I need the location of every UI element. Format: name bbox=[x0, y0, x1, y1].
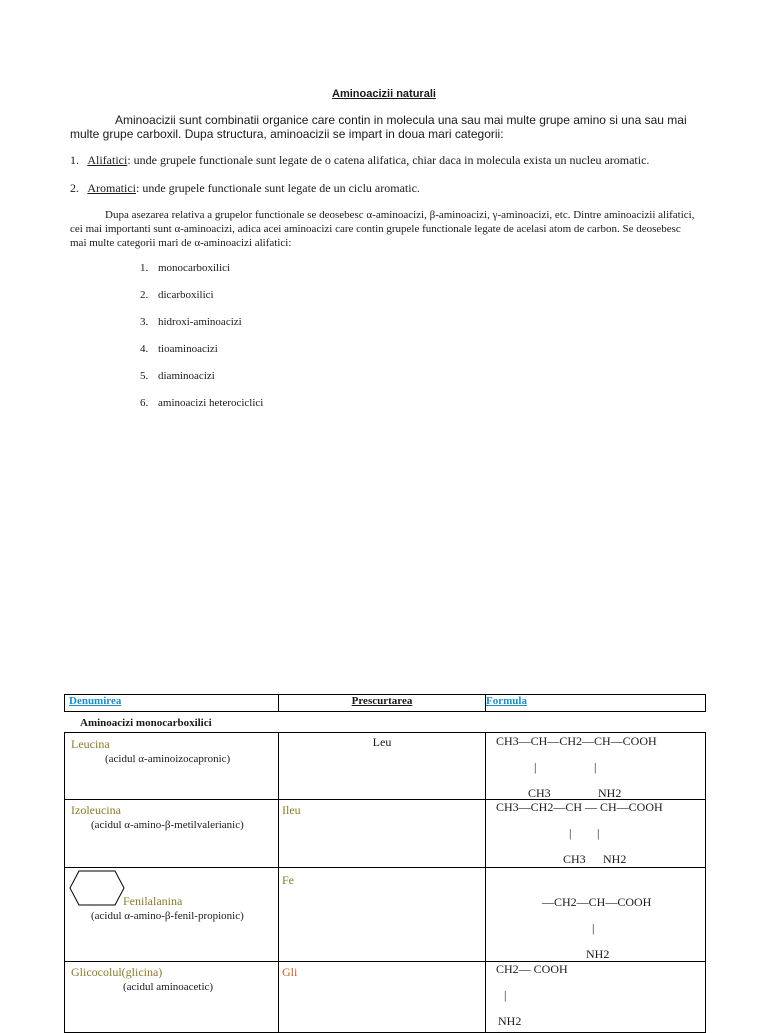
paragraph-alpha-aminoacids: Dupa asezarea relativa a grupelor functionale se deosebesc α-aminoacizi, β-aminoacizi, γ-aminoacizi, etc. Dintre aminoacizii alifatici, cei mai importanti sunt α-aminoacizi, adica acei aminoacizi care contin grupele functionale legate de acelasi atom de carbon. Se deosebesc mai multe categorii mari de α-aminoacizi alifatici: bbox=[70, 209, 695, 249]
category-term: Aromatici bbox=[87, 181, 136, 195]
header-formula: Formula bbox=[486, 695, 706, 712]
table-row bbox=[65, 962, 706, 1033]
table-row bbox=[65, 733, 706, 800]
cell-abbr: Leu bbox=[279, 733, 486, 800]
header-name: Denumirea bbox=[65, 695, 279, 712]
page-title: Aminoacizii naturali bbox=[332, 88, 436, 100]
category-text: : unde grupele functionale sunt legate de un ciclu aromatic. bbox=[136, 181, 420, 195]
category-aromatici bbox=[70, 181, 420, 196]
cell-abbr: Ileu bbox=[279, 800, 486, 868]
table-row bbox=[65, 800, 706, 868]
category-text: : unde grupele functionale sunt legate de o catena alifatica, chiar daca in molecula exista un nucleu aromatic. bbox=[127, 153, 650, 167]
header-abbr: Prescurtarea bbox=[279, 695, 486, 712]
aminoacid-table bbox=[64, 732, 706, 1033]
list-item: 5. diaminoacizi bbox=[140, 370, 215, 382]
cell-name: Izoleucina (acidul α-amino-β-metilvalerianic) bbox=[65, 800, 279, 868]
category-number: 2. bbox=[70, 181, 79, 195]
benzene-ring-icon bbox=[69, 870, 125, 906]
cell-formula: CH2— COOH | NH2 bbox=[486, 962, 706, 1033]
list-item: 1. monocarboxilici bbox=[140, 262, 231, 274]
list-item: 6. aminoacizi heterociclici bbox=[140, 397, 264, 409]
list-item: 3. hidroxi-aminoacizi bbox=[140, 316, 242, 328]
table-row bbox=[65, 868, 706, 962]
category-term: Alifatici bbox=[87, 153, 128, 167]
cell-formula: CH3—CH—CH2—CH—COOH | | CH3 NH2 bbox=[486, 733, 706, 800]
list-item: 2. dicarboxilici bbox=[140, 289, 214, 301]
cell-name: Fenilalanina (acidul α-amino-β-fenil-propionic) bbox=[65, 868, 279, 962]
cell-name: Glicocolul(glicina) (acidul aminoacetic) bbox=[65, 962, 279, 1033]
cell-formula: CH3—CH2—CH — CH—COOH | | CH3 NH2 bbox=[486, 800, 706, 868]
list-item: 4. tioaminoacizi bbox=[140, 343, 218, 355]
cell-formula: —CH2—CH—COOH | NH2 bbox=[486, 868, 706, 962]
aminoacid-header-table bbox=[64, 694, 706, 712]
category-number: 1. bbox=[70, 153, 79, 167]
cell-name: Leucina (acidul α-aminoizocapronic) bbox=[65, 733, 279, 800]
category-alifatici bbox=[70, 153, 649, 168]
section-monocarboxilici: Aminoacizi monocarboxilici bbox=[80, 717, 212, 729]
cell-abbr: Gli bbox=[279, 962, 486, 1033]
intro-paragraph: Aminoacizii sunt combinatii organice care contin in molecula una sau mai multe grupe amino si una sau mai multe grupe carboxil. Dupa structura, aminoacizii se impart in doua mari categorii: bbox=[70, 113, 687, 141]
cell-abbr: Fe bbox=[279, 868, 486, 962]
